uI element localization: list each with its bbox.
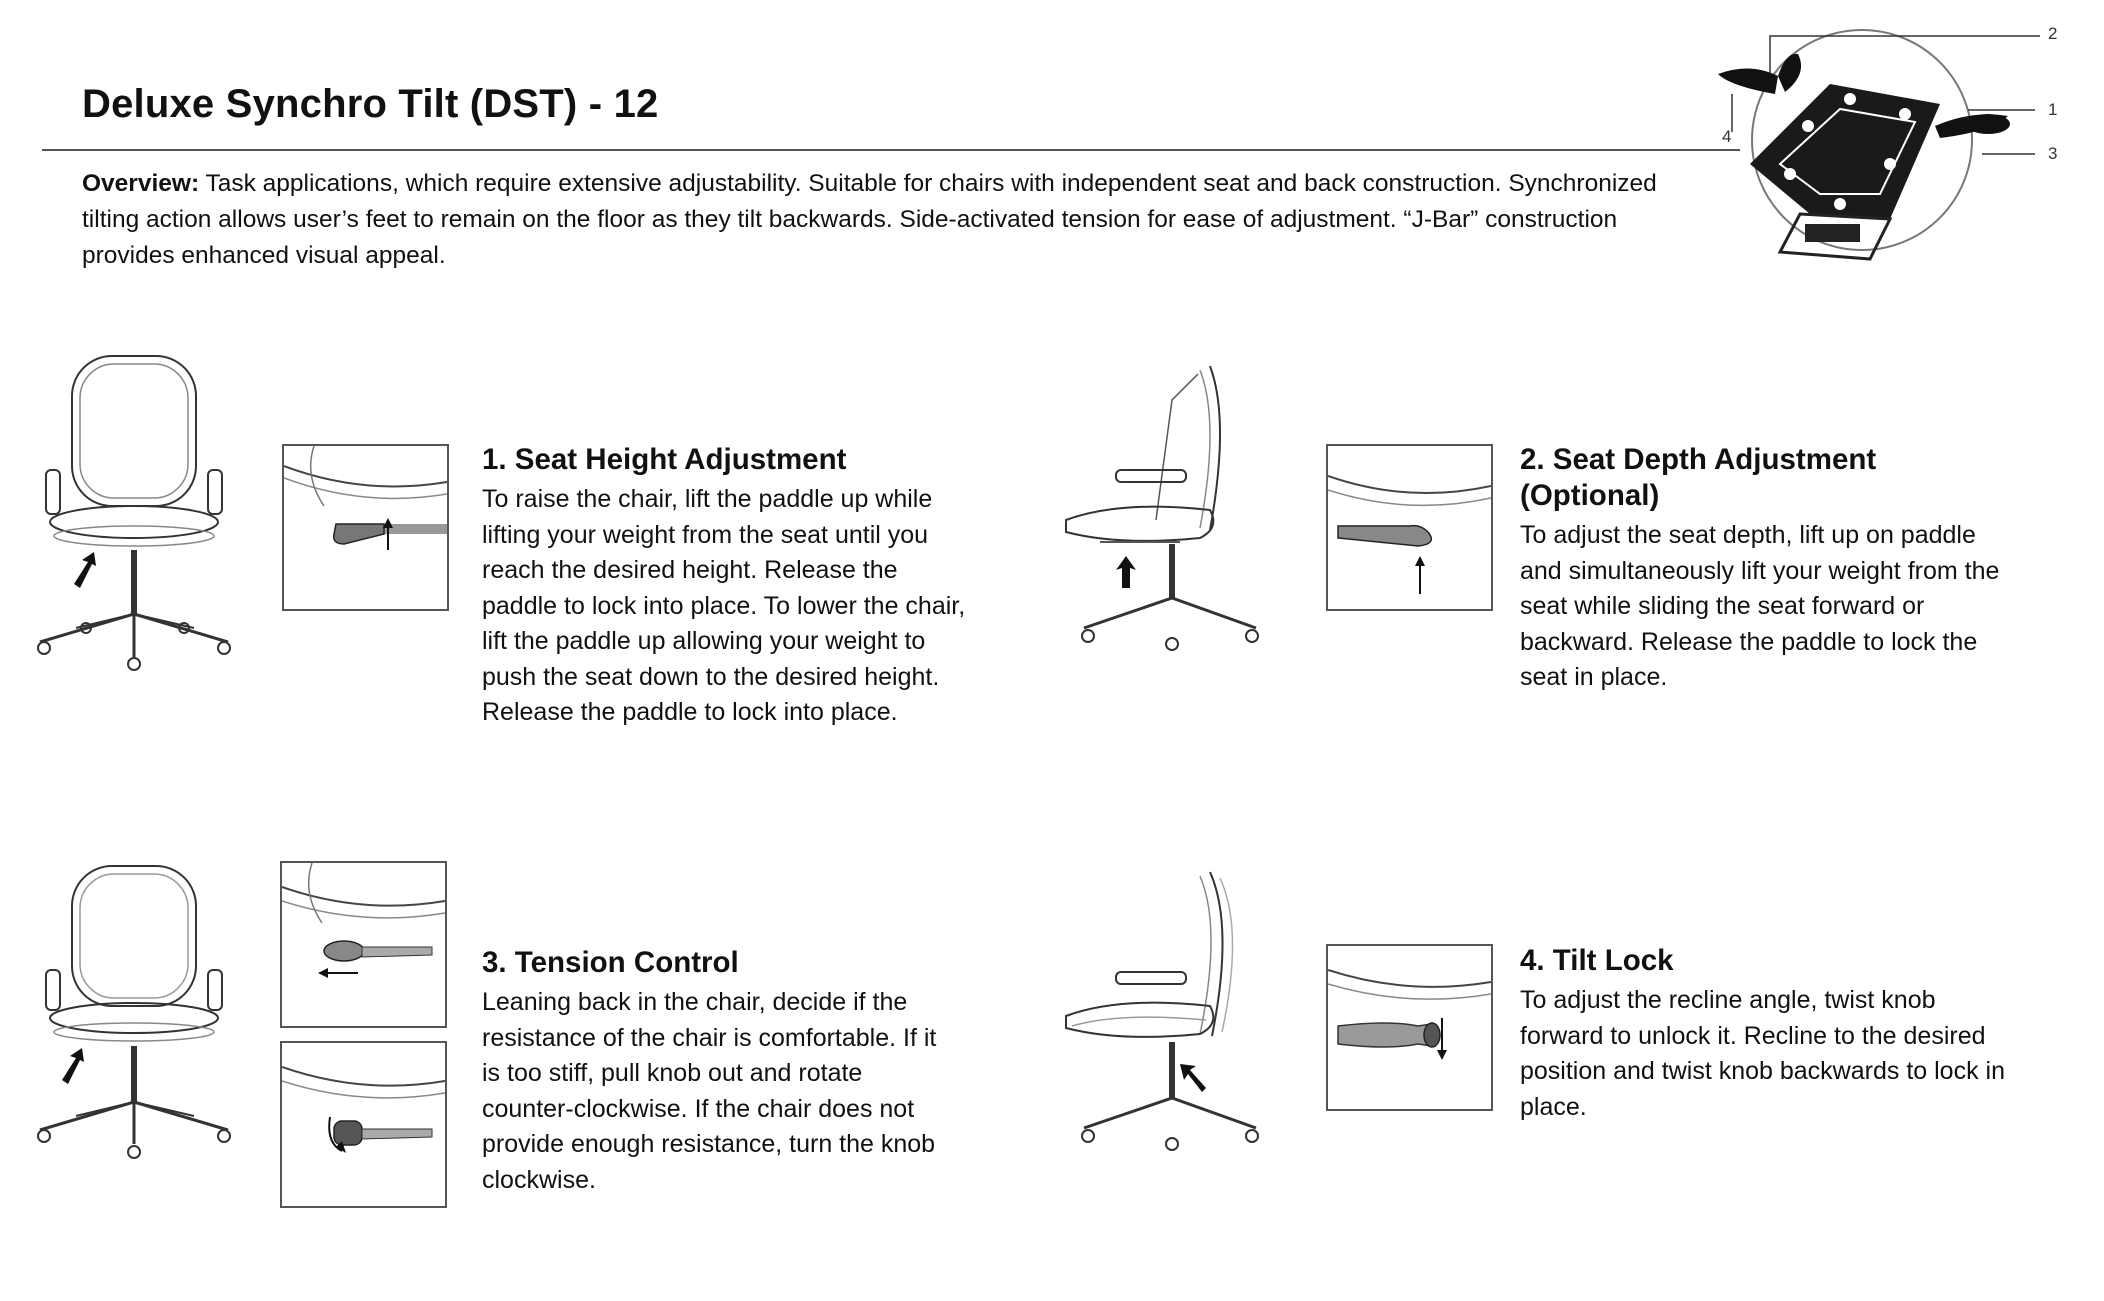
chair-front-illustration-1 bbox=[36, 352, 236, 682]
section-1-title: 1. Seat Height Adjustment bbox=[482, 443, 847, 476]
section-3-title: 3. Tension Control bbox=[482, 946, 739, 979]
mechanism-diagram bbox=[1690, 14, 2090, 264]
chair-side-illustration-4 bbox=[1060, 866, 1260, 1166]
callout-4: 4 bbox=[1722, 127, 1732, 146]
section-1-body: To raise the chair, lift the paddle up while lifting your weight from the seat until you reach the desired height. Release the paddle to lock into place. To lower the chair, lift the paddle up allowing your weight to push the seat down to the desired height. Release the paddle to lock into place. bbox=[482, 485, 966, 726]
callout-1: 1 bbox=[2048, 100, 2058, 119]
detail-inset-seat-depth bbox=[1326, 444, 1493, 611]
detail-inset-tilt-lock bbox=[1326, 944, 1493, 1111]
detail-inset-tension-pull bbox=[280, 861, 447, 1028]
section-2-body: To adjust the seat depth, lift up on paddle and simultaneously lift your weight from the seat while sliding the seat forward or backward. Release the paddle to lock the seat in place. bbox=[1520, 521, 2000, 691]
overview-text: Task applications, which require extensive adjustability. Suitable for chairs with independent seat and back construction. Synchronized tilting action allows user’s feet to remain on the floor as they tilt backwards. Side-activated tension for ease of adjustment. “J-Bar” construction provides enhanced visual appeal. bbox=[82, 170, 1657, 269]
detail-inset-seat-height bbox=[282, 444, 449, 611]
overview-paragraph bbox=[82, 166, 1702, 274]
section-2-title: 2. Seat Depth Adjustment (Optional) bbox=[1520, 443, 1877, 512]
chair-side-illustration-2 bbox=[1060, 360, 1260, 660]
callout-2: 2 bbox=[2048, 24, 2058, 43]
page-title: Deluxe Synchro Tilt (DST) - 12 bbox=[82, 82, 659, 126]
section-3-body: Leaning back in the chair, decide if the resistance of the chair is comfortable. If it is too stiff, pull knob out and rotate counter-clockwise. If the chair does not provide enough resistance, turn the knob clockwise. bbox=[482, 988, 937, 1194]
callout-3: 3 bbox=[2048, 144, 2058, 163]
section-4-body: To adjust the recline angle, twist knob forward to unlock it. Recline to the desired position and twist knob backwards to lock in place. bbox=[1520, 986, 2005, 1121]
header-divider bbox=[42, 149, 1740, 151]
chair-front-illustration-3 bbox=[36, 862, 236, 1162]
overview-label: Overview: bbox=[82, 170, 200, 197]
detail-inset-tension-rotate bbox=[280, 1041, 447, 1208]
section-4-title: 4. Tilt Lock bbox=[1520, 944, 1674, 977]
